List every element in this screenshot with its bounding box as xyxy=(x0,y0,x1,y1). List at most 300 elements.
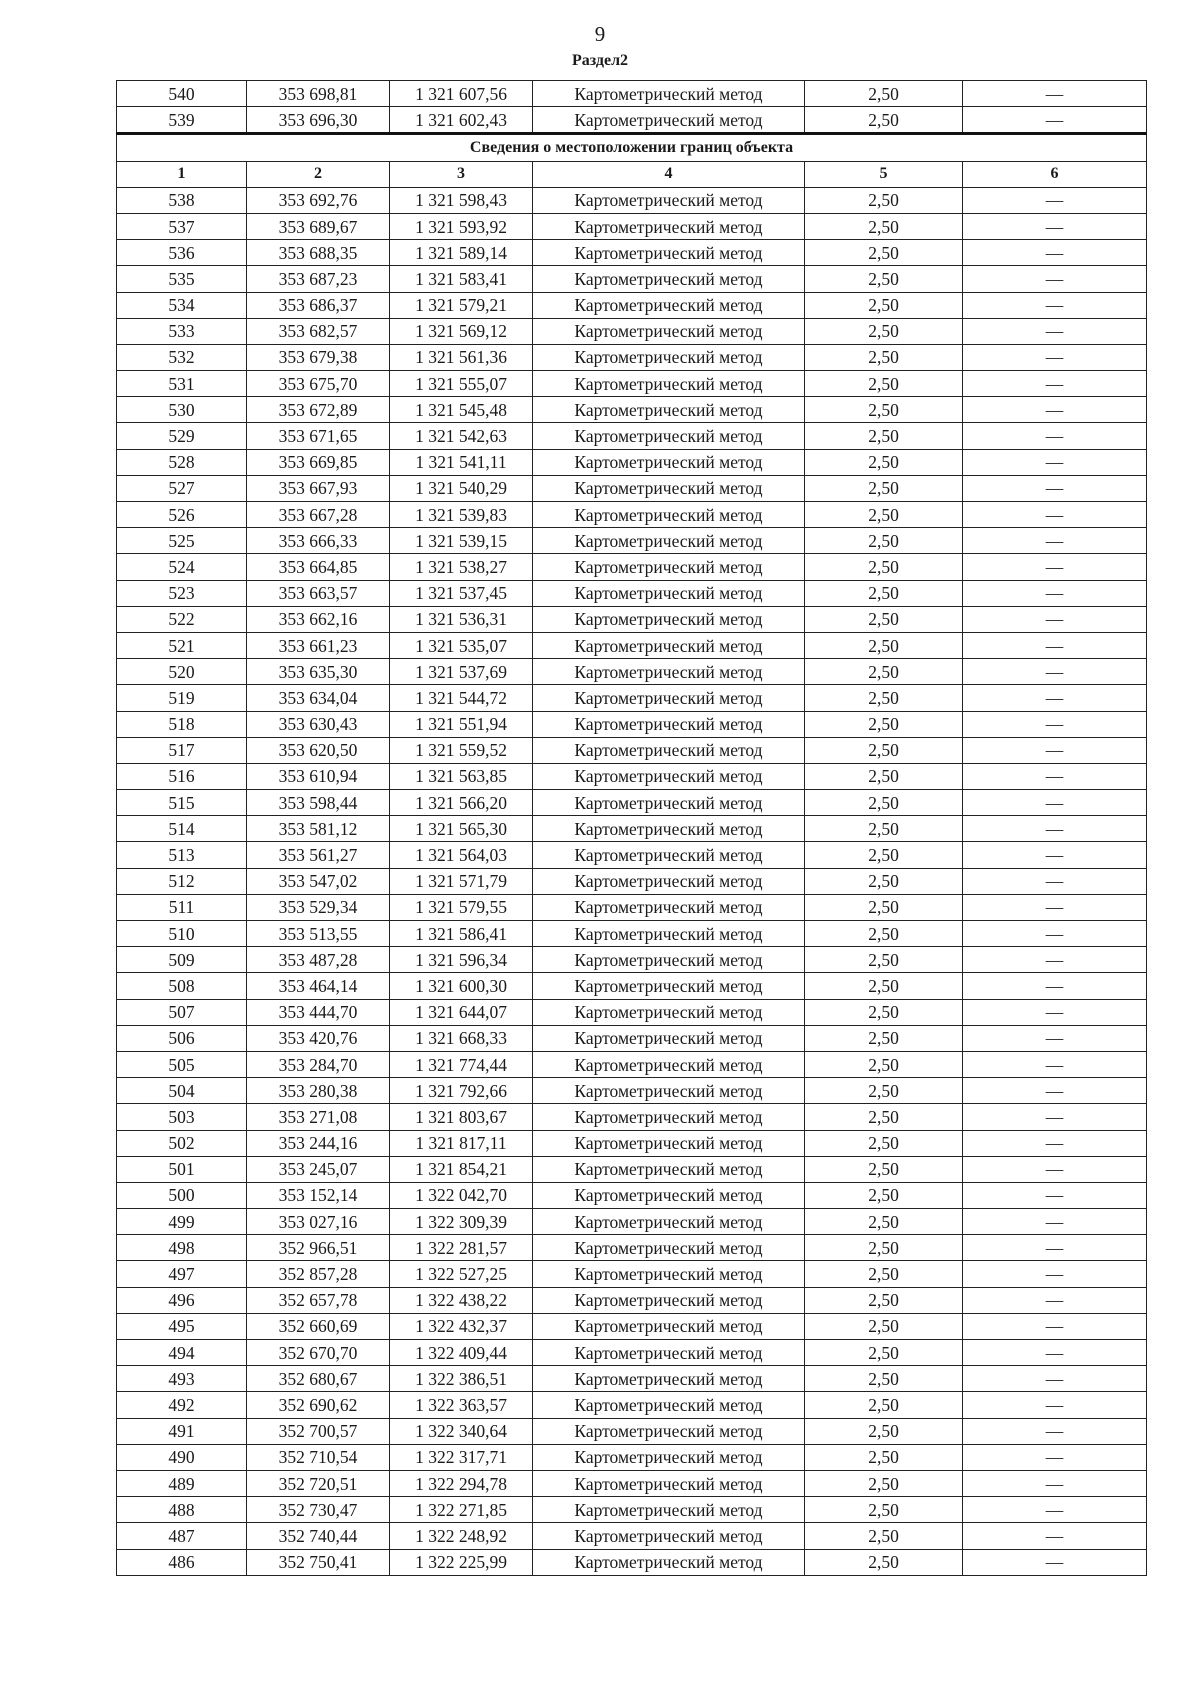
note: — xyxy=(963,921,1147,947)
note: — xyxy=(963,580,1147,606)
coordinate-x: 353 698,81 xyxy=(247,81,390,107)
coordinate-x: 353 420,76 xyxy=(247,1025,390,1051)
method: Картометрический метод xyxy=(533,107,805,134)
coordinate-y: 1 321 774,44 xyxy=(390,1051,533,1077)
coordinate-y: 1 321 561,36 xyxy=(390,344,533,370)
coordinate-x: 353 667,93 xyxy=(247,475,390,501)
method: Картометрический метод xyxy=(533,711,805,737)
method: Картометрический метод xyxy=(533,318,805,344)
coordinate-y: 1 322 281,57 xyxy=(390,1235,533,1261)
coordinate-x: 353 692,76 xyxy=(247,187,390,213)
method: Картометрический метод xyxy=(533,292,805,318)
accuracy: 2,50 xyxy=(805,213,963,239)
method: Картометрический метод xyxy=(533,475,805,501)
accuracy: 2,50 xyxy=(805,344,963,370)
coordinate-x: 352 730,47 xyxy=(247,1497,390,1523)
coordinate-y: 1 322 317,71 xyxy=(390,1444,533,1470)
point-number: 487 xyxy=(117,1523,247,1549)
note: — xyxy=(963,371,1147,397)
coordinate-x: 353 689,67 xyxy=(247,213,390,239)
method: Картометрический метод xyxy=(533,790,805,816)
point-number: 502 xyxy=(117,1130,247,1156)
table-row xyxy=(117,318,1147,344)
coordinate-x: 352 680,67 xyxy=(247,1366,390,1392)
coordinate-x: 353 487,28 xyxy=(247,947,390,973)
note: — xyxy=(963,1078,1147,1104)
table-row xyxy=(117,266,1147,292)
coordinate-y: 1 321 598,43 xyxy=(390,187,533,213)
coordinate-x: 352 700,57 xyxy=(247,1418,390,1444)
accuracy: 2,50 xyxy=(805,1366,963,1392)
method: Картометрический метод xyxy=(533,81,805,107)
accuracy: 2,50 xyxy=(805,107,963,134)
coordinate-y: 1 321 792,66 xyxy=(390,1078,533,1104)
coordinate-x: 353 662,16 xyxy=(247,606,390,632)
section-title: Раздел2 xyxy=(571,52,629,69)
method: Картометрический метод xyxy=(533,685,805,711)
accuracy: 2,50 xyxy=(805,1470,963,1496)
coordinate-x: 352 966,51 xyxy=(247,1235,390,1261)
method: Картометрический метод xyxy=(533,187,805,213)
method: Картометрический метод xyxy=(533,580,805,606)
table-row xyxy=(117,1130,1147,1156)
table-row xyxy=(117,1078,1147,1104)
note: — xyxy=(963,1497,1147,1523)
coordinate-x: 353 598,44 xyxy=(247,790,390,816)
coordinate-y: 1 321 536,31 xyxy=(390,606,533,632)
coordinate-x: 353 671,65 xyxy=(247,423,390,449)
method: Картометрический метод xyxy=(533,1182,805,1208)
accuracy: 2,50 xyxy=(805,1051,963,1077)
coordinate-y: 1 322 527,25 xyxy=(390,1261,533,1287)
coordinate-y: 1 322 340,64 xyxy=(390,1418,533,1444)
note: — xyxy=(963,1313,1147,1339)
method: Картометрический метод xyxy=(533,606,805,632)
coordinate-y: 1 322 438,22 xyxy=(390,1287,533,1313)
table-row xyxy=(117,1156,1147,1182)
note: — xyxy=(963,1523,1147,1549)
note: — xyxy=(963,1104,1147,1130)
method: Картометрический метод xyxy=(533,1235,805,1261)
method: Картометрический метод xyxy=(533,1130,805,1156)
accuracy: 2,50 xyxy=(805,1418,963,1444)
note: — xyxy=(963,107,1147,134)
accuracy: 2,50 xyxy=(805,1497,963,1523)
coordinate-x: 353 669,85 xyxy=(247,449,390,475)
point-number: 539 xyxy=(117,107,247,134)
coordinate-x: 352 690,62 xyxy=(247,1392,390,1418)
accuracy: 2,50 xyxy=(805,423,963,449)
note: — xyxy=(963,1182,1147,1208)
method: Картометрический метод xyxy=(533,1470,805,1496)
point-number: 538 xyxy=(117,187,247,213)
coordinate-x: 352 670,70 xyxy=(247,1340,390,1366)
point-number: 491 xyxy=(117,1418,247,1444)
method: Картометрический метод xyxy=(533,1209,805,1235)
method: Картометрический метод xyxy=(533,842,805,868)
coordinate-x: 353 688,35 xyxy=(247,240,390,266)
note: — xyxy=(963,213,1147,239)
table-row xyxy=(117,973,1147,999)
accuracy: 2,50 xyxy=(805,528,963,554)
point-number: 505 xyxy=(117,1051,247,1077)
note: — xyxy=(963,1130,1147,1156)
note: — xyxy=(963,947,1147,973)
point-number: 522 xyxy=(117,606,247,632)
accuracy: 2,50 xyxy=(805,292,963,318)
coordinate-y: 1 321 586,41 xyxy=(390,921,533,947)
note: — xyxy=(963,318,1147,344)
table-row xyxy=(117,1025,1147,1051)
accuracy: 2,50 xyxy=(805,318,963,344)
table-row xyxy=(117,554,1147,580)
note: — xyxy=(963,1025,1147,1051)
accuracy: 2,50 xyxy=(805,81,963,107)
table-heading-group xyxy=(117,134,1147,187)
table-row xyxy=(117,711,1147,737)
accuracy: 2,50 xyxy=(805,1025,963,1051)
accuracy: 2,50 xyxy=(805,763,963,789)
method: Картометрический метод xyxy=(533,371,805,397)
table-row xyxy=(117,1209,1147,1235)
table-row xyxy=(117,685,1147,711)
continued-rows xyxy=(117,81,1147,134)
coordinate-y: 1 321 589,14 xyxy=(390,240,533,266)
method: Картометрический метод xyxy=(533,397,805,423)
coordinate-x: 353 027,16 xyxy=(247,1209,390,1235)
table-row xyxy=(117,1444,1147,1470)
table-row xyxy=(117,1182,1147,1208)
point-number: 527 xyxy=(117,475,247,501)
table-row xyxy=(117,1261,1147,1287)
table-row xyxy=(117,763,1147,789)
method: Картометрический метод xyxy=(533,1313,805,1339)
table-row xyxy=(117,947,1147,973)
table-row xyxy=(117,107,1147,134)
coordinate-y: 1 321 564,03 xyxy=(390,842,533,868)
note: — xyxy=(963,606,1147,632)
table-row xyxy=(117,580,1147,606)
table-row xyxy=(117,790,1147,816)
coordinate-y: 1 321 803,67 xyxy=(390,1104,533,1130)
table-row xyxy=(117,1392,1147,1418)
point-number: 501 xyxy=(117,1156,247,1182)
coordinate-x: 353 547,02 xyxy=(247,868,390,894)
table-row xyxy=(117,449,1147,475)
method: Картометрический метод xyxy=(533,213,805,239)
coordinate-y: 1 322 409,44 xyxy=(390,1340,533,1366)
note: — xyxy=(963,632,1147,658)
table-row xyxy=(117,868,1147,894)
note: — xyxy=(963,1287,1147,1313)
point-number: 533 xyxy=(117,318,247,344)
note: — xyxy=(963,187,1147,213)
table-row xyxy=(117,816,1147,842)
point-number: 529 xyxy=(117,423,247,449)
point-number: 520 xyxy=(117,659,247,685)
note: — xyxy=(963,685,1147,711)
method: Картометрический метод xyxy=(533,973,805,999)
accuracy: 2,50 xyxy=(805,868,963,894)
table-row xyxy=(117,292,1147,318)
coordinate-y: 1 321 537,45 xyxy=(390,580,533,606)
column-number: 1 xyxy=(117,161,247,187)
coordinate-y: 1 322 271,85 xyxy=(390,1497,533,1523)
note: — xyxy=(963,973,1147,999)
coordinate-x: 353 271,08 xyxy=(247,1104,390,1130)
coordinate-y: 1 321 539,15 xyxy=(390,528,533,554)
point-number: 492 xyxy=(117,1392,247,1418)
point-number: 512 xyxy=(117,868,247,894)
coordinate-y: 1 321 566,20 xyxy=(390,790,533,816)
table-row xyxy=(117,1523,1147,1549)
method: Картометрический метод xyxy=(533,894,805,920)
method: Картометрический метод xyxy=(533,1444,805,1470)
table-row xyxy=(117,528,1147,554)
coordinate-y: 1 321 607,56 xyxy=(390,81,533,107)
coordinate-y: 1 321 565,30 xyxy=(390,816,533,842)
method: Картометрический метод xyxy=(533,632,805,658)
note: — xyxy=(963,449,1147,475)
accuracy: 2,50 xyxy=(805,187,963,213)
coordinate-x: 352 657,78 xyxy=(247,1287,390,1313)
table-row xyxy=(117,1340,1147,1366)
point-number: 515 xyxy=(117,790,247,816)
coordinate-x: 353 686,37 xyxy=(247,292,390,318)
coordinate-y: 1 321 817,11 xyxy=(390,1130,533,1156)
note: — xyxy=(963,1392,1147,1418)
accuracy: 2,50 xyxy=(805,502,963,528)
table-row xyxy=(117,423,1147,449)
coordinate-y: 1 321 551,94 xyxy=(390,711,533,737)
coordinate-y: 1 321 540,29 xyxy=(390,475,533,501)
point-number: 517 xyxy=(117,737,247,763)
accuracy: 2,50 xyxy=(805,397,963,423)
note: — xyxy=(963,1470,1147,1496)
accuracy: 2,50 xyxy=(805,711,963,737)
accuracy: 2,50 xyxy=(805,659,963,685)
note: — xyxy=(963,842,1147,868)
note: — xyxy=(963,659,1147,685)
method: Картометрический метод xyxy=(533,737,805,763)
point-number: 518 xyxy=(117,711,247,737)
accuracy: 2,50 xyxy=(805,1261,963,1287)
coordinate-y: 1 321 569,12 xyxy=(390,318,533,344)
note: — xyxy=(963,763,1147,789)
coordinate-y: 1 321 544,72 xyxy=(390,685,533,711)
note: — xyxy=(963,292,1147,318)
point-number: 521 xyxy=(117,632,247,658)
note: — xyxy=(963,397,1147,423)
coordinate-x: 353 610,94 xyxy=(247,763,390,789)
method: Картометрический метод xyxy=(533,1261,805,1287)
note: — xyxy=(963,1340,1147,1366)
accuracy: 2,50 xyxy=(805,737,963,763)
note: — xyxy=(963,1444,1147,1470)
note: — xyxy=(963,1418,1147,1444)
method: Картометрический метод xyxy=(533,502,805,528)
method: Картометрический метод xyxy=(533,816,805,842)
method: Картометрический метод xyxy=(533,1287,805,1313)
table-row xyxy=(117,1418,1147,1444)
coordinate-x: 352 710,54 xyxy=(247,1444,390,1470)
accuracy: 2,50 xyxy=(805,921,963,947)
method: Картометрический метод xyxy=(533,1051,805,1077)
method: Картометрический метод xyxy=(533,1104,805,1130)
coordinate-y: 1 321 583,41 xyxy=(390,266,533,292)
coordinate-x: 353 667,28 xyxy=(247,502,390,528)
coordinate-x: 353 280,38 xyxy=(247,1078,390,1104)
method: Картометрический метод xyxy=(533,1497,805,1523)
note: — xyxy=(963,894,1147,920)
note: — xyxy=(963,1051,1147,1077)
coordinate-y: 1 321 602,43 xyxy=(390,107,533,134)
boundary-coordinates-table xyxy=(116,80,1147,1576)
table-heading-row xyxy=(117,134,1147,161)
accuracy: 2,50 xyxy=(805,1392,963,1418)
accuracy: 2,50 xyxy=(805,973,963,999)
point-number: 494 xyxy=(117,1340,247,1366)
coordinate-x: 353 513,55 xyxy=(247,921,390,947)
accuracy: 2,50 xyxy=(805,240,963,266)
note: — xyxy=(963,790,1147,816)
point-number: 499 xyxy=(117,1209,247,1235)
coordinate-x: 352 857,28 xyxy=(247,1261,390,1287)
coordinate-y: 1 321 537,69 xyxy=(390,659,533,685)
accuracy: 2,50 xyxy=(805,1078,963,1104)
accuracy: 2,50 xyxy=(805,842,963,868)
coordinate-x: 352 740,44 xyxy=(247,1523,390,1549)
coordinate-x: 353 675,70 xyxy=(247,371,390,397)
accuracy: 2,50 xyxy=(805,1549,963,1575)
coordinate-x: 353 244,16 xyxy=(247,1130,390,1156)
coordinate-x: 353 635,30 xyxy=(247,659,390,685)
accuracy: 2,50 xyxy=(805,1444,963,1470)
method: Картометрический метод xyxy=(533,1078,805,1104)
accuracy: 2,50 xyxy=(805,999,963,1025)
coordinate-y: 1 321 535,07 xyxy=(390,632,533,658)
page-number: 9 xyxy=(594,22,606,46)
table-row xyxy=(117,1104,1147,1130)
table-row xyxy=(117,371,1147,397)
point-number: 507 xyxy=(117,999,247,1025)
coordinate-y: 1 321 854,21 xyxy=(390,1156,533,1182)
point-number: 500 xyxy=(117,1182,247,1208)
coordinate-x: 353 663,57 xyxy=(247,580,390,606)
method: Картометрический метод xyxy=(533,266,805,292)
point-number: 496 xyxy=(117,1287,247,1313)
point-number: 524 xyxy=(117,554,247,580)
coordinate-y: 1 321 545,48 xyxy=(390,397,533,423)
point-number: 532 xyxy=(117,344,247,370)
table-row xyxy=(117,81,1147,107)
coordinate-y: 1 321 579,21 xyxy=(390,292,533,318)
table-row xyxy=(117,397,1147,423)
table-row xyxy=(117,475,1147,501)
point-number: 506 xyxy=(117,1025,247,1051)
point-number: 535 xyxy=(117,266,247,292)
method: Картометрический метод xyxy=(533,1392,805,1418)
accuracy: 2,50 xyxy=(805,449,963,475)
method: Картометрический метод xyxy=(533,528,805,554)
table-row xyxy=(117,187,1147,213)
table-row xyxy=(117,1470,1147,1496)
coordinate-y: 1 321 593,92 xyxy=(390,213,533,239)
point-number: 536 xyxy=(117,240,247,266)
coordinate-y: 1 321 539,83 xyxy=(390,502,533,528)
table-row xyxy=(117,1366,1147,1392)
coordinate-y: 1 322 294,78 xyxy=(390,1470,533,1496)
coordinate-x: 353 464,14 xyxy=(247,973,390,999)
accuracy: 2,50 xyxy=(805,1182,963,1208)
table-row xyxy=(117,894,1147,920)
point-number: 510 xyxy=(117,921,247,947)
method: Картометрический метод xyxy=(533,921,805,947)
point-number: 509 xyxy=(117,947,247,973)
note: — xyxy=(963,266,1147,292)
note: — xyxy=(963,1235,1147,1261)
accuracy: 2,50 xyxy=(805,947,963,973)
accuracy: 2,50 xyxy=(805,1130,963,1156)
coordinate-y: 1 321 668,33 xyxy=(390,1025,533,1051)
coordinate-x: 353 444,70 xyxy=(247,999,390,1025)
table-row xyxy=(117,1051,1147,1077)
point-number: 503 xyxy=(117,1104,247,1130)
table-row xyxy=(117,921,1147,947)
coordinate-y: 1 321 538,27 xyxy=(390,554,533,580)
method: Картометрический метод xyxy=(533,1025,805,1051)
column-number-row xyxy=(117,161,1147,187)
table-row xyxy=(117,1287,1147,1313)
point-number: 513 xyxy=(117,842,247,868)
coordinate-y: 1 322 225,99 xyxy=(390,1549,533,1575)
method: Картометрический метод xyxy=(533,1340,805,1366)
coordinate-x: 353 634,04 xyxy=(247,685,390,711)
table-row xyxy=(117,1313,1147,1339)
accuracy: 2,50 xyxy=(805,632,963,658)
method: Картометрический метод xyxy=(533,1418,805,1444)
coordinate-y: 1 321 541,11 xyxy=(390,449,533,475)
method: Картометрический метод xyxy=(533,423,805,449)
coordinate-x: 353 679,38 xyxy=(247,344,390,370)
table-row xyxy=(117,999,1147,1025)
note: — xyxy=(963,528,1147,554)
method: Картометрический метод xyxy=(533,1523,805,1549)
coordinate-x: 353 620,50 xyxy=(247,737,390,763)
accuracy: 2,50 xyxy=(805,1209,963,1235)
accuracy: 2,50 xyxy=(805,1523,963,1549)
coordinate-y: 1 322 363,57 xyxy=(390,1392,533,1418)
point-number: 495 xyxy=(117,1313,247,1339)
method: Картометрический метод xyxy=(533,1156,805,1182)
point-number: 540 xyxy=(117,81,247,107)
point-number: 525 xyxy=(117,528,247,554)
note: — xyxy=(963,502,1147,528)
coordinate-x: 353 682,57 xyxy=(247,318,390,344)
coordinate-x: 353 664,85 xyxy=(247,554,390,580)
note: — xyxy=(963,81,1147,107)
method: Картометрический метод xyxy=(533,868,805,894)
accuracy: 2,50 xyxy=(805,554,963,580)
point-number: 531 xyxy=(117,371,247,397)
method: Картометрический метод xyxy=(533,240,805,266)
coordinate-y: 1 322 386,51 xyxy=(390,1366,533,1392)
note: — xyxy=(963,1261,1147,1287)
note: — xyxy=(963,475,1147,501)
point-number: 498 xyxy=(117,1235,247,1261)
coordinate-x: 353 666,33 xyxy=(247,528,390,554)
note: — xyxy=(963,1156,1147,1182)
